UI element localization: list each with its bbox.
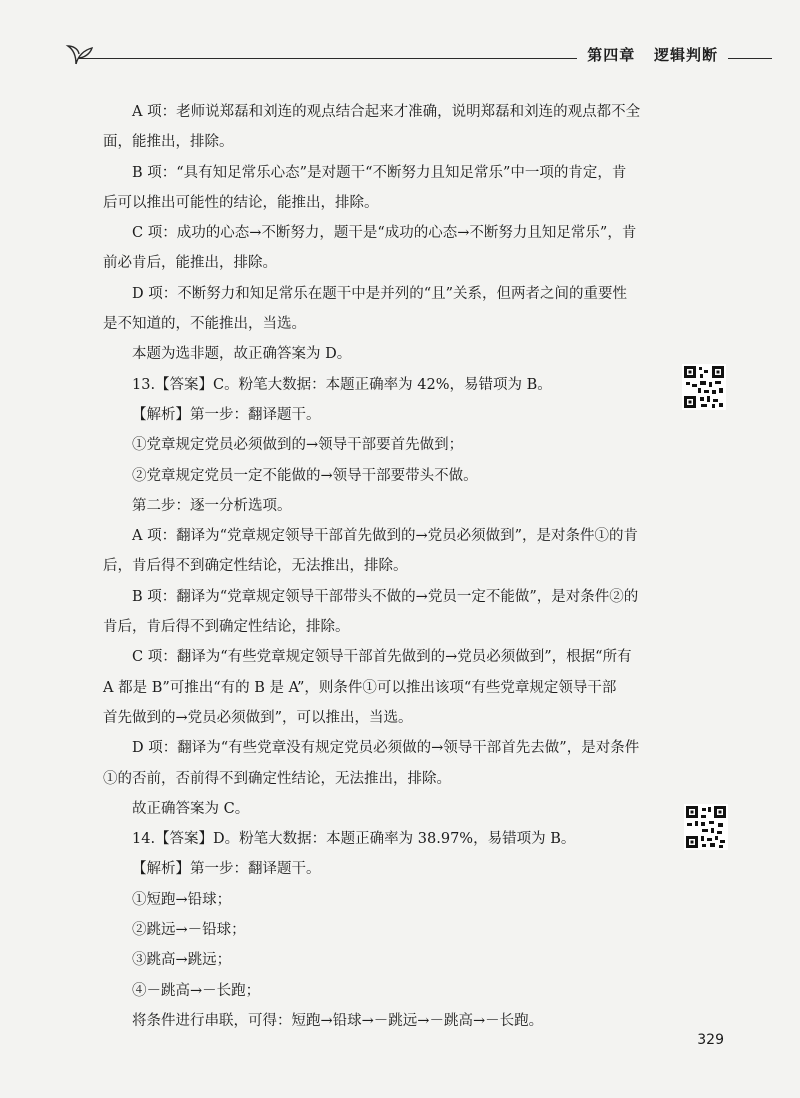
text-line: A 项：翻译为“党章规定领导干部首先做到的→党员必须做到”，是对条件①的肯 bbox=[132, 528, 639, 545]
text-line: A 项：老师说郑磊和刘连的观点结合起来才准确，说明郑磊和刘连的观点都不全 bbox=[132, 104, 641, 120]
text-line: ③跳高→跳远； bbox=[132, 952, 232, 969]
text-line: ④－跳高→－长跑； bbox=[132, 982, 261, 999]
text-line: 【解析】第一步：翻译题干。 bbox=[132, 406, 321, 423]
text-line: 后可以推出可能性的结论，能推出，排除。 bbox=[103, 194, 379, 211]
text-line: 是不知道的，不能推出，当选。 bbox=[103, 316, 306, 333]
text-line: 前必肯后，能推出，排除。 bbox=[103, 255, 277, 272]
text-line: ①的否前，否前得不到确定性结论，无法推出，排除。 bbox=[103, 770, 451, 787]
text-line: B 项：翻译为“党章规定领导干部带头不做的→党员一定不能做”，是对条件②的 bbox=[132, 588, 639, 605]
text-line: 故正确答案为 C。 bbox=[132, 800, 250, 817]
text-line: ①党章规定党员必须做到的→领导干部要首先做到； bbox=[132, 437, 464, 454]
text-line: B 项：“具有知足常乐心态”是对题干“不断努力且知足常乐”中一项的肯定，肯 bbox=[132, 164, 627, 181]
text-line: 将条件进行串联，可得：短跑→铅球→－跳远→－跳高→－长跑。 bbox=[132, 1012, 544, 1029]
text-line: 首先做到的→党员必须做到”，可以推出，当选。 bbox=[103, 709, 413, 726]
text-line: 【解析】第一步：翻译题干。 bbox=[132, 861, 321, 878]
running-header bbox=[577, 44, 728, 65]
qr-code-icon bbox=[682, 364, 726, 410]
text-line: ②跳远→－铅球； bbox=[132, 922, 246, 939]
text-line: C 项：翻译为“有些党章规定领导干部首先做到的→党员必须做到”，根据“所有 bbox=[132, 649, 632, 666]
text-line: 本题为选非题，故正确答案为 D。 bbox=[132, 346, 352, 363]
text-line: ②党章规定党员一定不能做的→领导干部要带头不做。 bbox=[132, 467, 478, 484]
text-line: 后，肯后得不到确定性结论，无法推出，排除。 bbox=[103, 558, 408, 575]
text-line: 13.【答案】C。粉笔大数据：本题正确率为 42%，易错项为 B。 bbox=[132, 376, 552, 393]
text-line: 第二步：逐一分析选项。 bbox=[132, 497, 292, 514]
qr-code-icon bbox=[684, 804, 728, 850]
leaf-logo-icon bbox=[62, 40, 96, 66]
text-line: 14.【答案】D。粉笔大数据：本题正确率为 38.97%，易错项为 B。 bbox=[132, 831, 576, 848]
text-line: A 都是 B”可推出“有的 B 是 A”，则条件①可以推出该项“有些党章规定领导干部 bbox=[103, 679, 617, 696]
page-number: 329 bbox=[697, 1032, 724, 1048]
text-line: 面，能推出，排除。 bbox=[103, 134, 234, 151]
section-label: 逻辑判断 bbox=[653, 46, 718, 64]
text-line: D 项：不断努力和知足常乐在题干中是并列的“且”关系，但两者之间的重要性 bbox=[132, 285, 628, 302]
text-line: D 项：翻译为“有些党章没有规定党员必须做的→领导干部首先去做”，是对条件 bbox=[132, 740, 640, 757]
text-line: ①短跑→铅球； bbox=[132, 891, 232, 908]
text-line: 肯后，肯后得不到确定性结论，排除。 bbox=[103, 619, 350, 636]
page-body bbox=[103, 97, 663, 1036]
text-line: C 项：成功的心态→不断努力，题干是“成功的心态→不断努力且知足常乐”，肯 bbox=[132, 225, 637, 242]
chapter-label: 第四章 bbox=[587, 46, 636, 64]
